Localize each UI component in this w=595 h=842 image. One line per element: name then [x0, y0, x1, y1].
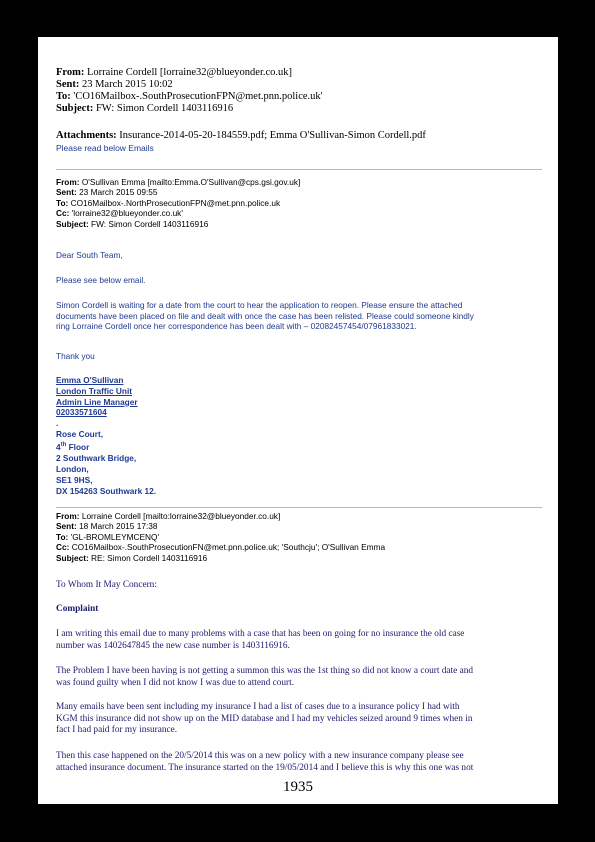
signature-block [56, 375, 544, 429]
to-label: To: [56, 91, 71, 102]
email3-heading: Complaint [56, 604, 99, 614]
sent-label: Sent: [56, 187, 77, 198]
email2-paragraph: Please see below email. [56, 275, 146, 285]
email1-note: Please read below Emails [56, 143, 154, 153]
text-line: fact I had paid for my insurance. [56, 725, 178, 736]
address-block [56, 429, 544, 497]
signature-dot: . [56, 418, 59, 429]
address-line: 2 Southwark Bridge, [56, 452, 137, 463]
email3-paragraph [56, 751, 544, 774]
text-line: Then this case happened on the 20/5/2014 this was on a new policy with a new insurance company please see [56, 751, 464, 761]
email3-paragraph [56, 629, 544, 652]
email2-paragraph [56, 300, 544, 332]
address-line [56, 440, 544, 453]
page-number: 1935 [283, 779, 313, 795]
text-line: was found guilty when I did not know I was due to attend court. [56, 677, 295, 688]
text-line: number was 1402647845 the new case number is 1403116916. [56, 640, 290, 651]
to-value: 'CO16Mailbox-.SouthProsecutionFPN@met.pnn.police.uk' [73, 91, 323, 102]
to-value: 'GL-BROMLEYMCENQ' [70, 531, 160, 542]
floor-number: 4 [56, 441, 61, 452]
to-label: To: [56, 197, 69, 208]
cc-value: 'lorraine32@blueyonder.co.uk' [71, 208, 183, 219]
text-line: documents have been placed on file and dealt with once the case has been relisted. Please could someone kindly [56, 310, 474, 321]
from-label: From: [56, 511, 80, 521]
email2-greeting: Dear South Team, [56, 250, 123, 260]
cc-value: CO16Mailbox-.SouthProsecutionFN@met.pnn.police.uk; 'Southcju'; O'Sullivan Emma [71, 542, 386, 553]
from-value: O'Sullivan Emma [mailto:Emma.O'Sullivan@cps.gsi.gov.uk] [81, 177, 301, 187]
subject-label: Subject: [56, 218, 89, 229]
signature-role-link[interactable]: Admin Line Manager [56, 396, 138, 407]
address-line: London, [56, 463, 89, 474]
address-line: Rose Court, [56, 429, 104, 439]
address-line: DX 154263 Southwark 12. [56, 485, 157, 496]
text-line: I am writing this email due to many problems with a case that has been on going for no insurance the old case [56, 629, 465, 639]
cc-label: Cc: [56, 542, 70, 553]
text-line: Simon Cordell is waiting for a date from the court to hear the application to reopen. Please ensure the attached [56, 300, 463, 310]
signature-unit-link[interactable]: London Traffic Unit [56, 385, 133, 396]
sent-value: 18 March 2015 17:38 [79, 521, 158, 532]
signature-phone-link[interactable]: 02033571604 [56, 407, 107, 418]
subject-value: FW: Simon Cordell 1403116916 [95, 103, 234, 114]
sent-value: 23 March 2015 10:02 [81, 79, 173, 90]
text-line: attached insurance document. The insurance started on the 19/05/2014 and I believe this is why this one was not [56, 762, 474, 773]
from-label: From: [56, 67, 85, 78]
attachments-value: Insurance-2014-05-20-184559.pdf; Emma O'Sullivan-Simon Cordell.pdf [119, 130, 426, 141]
subject-value: FW: Simon Cordell 1403116916 [91, 218, 209, 229]
signature-name-link[interactable]: Emma O'Sullivan [56, 375, 124, 385]
from-label: From: [56, 177, 80, 187]
sent-label: Sent: [56, 521, 77, 532]
email3-paragraph [56, 702, 544, 737]
address-line: SE1 9HS, [56, 474, 93, 485]
floor-suffix: th [60, 442, 67, 448]
to-value: CO16Mailbox-.NorthProsecutionFPN@met.pnn.police.uk [70, 197, 281, 208]
cc-label: Cc: [56, 208, 70, 219]
floor-label: Floor [66, 441, 90, 452]
subject-value: RE: Simon Cordell 1403116916 [91, 552, 208, 563]
from-value: Lorraine Cordell [mailto:lorraine32@blueyonder.co.uk] [81, 511, 281, 521]
text-line: Many emails have been sent including my insurance I had a list of cases due to a insurance policy I had with [56, 702, 460, 712]
email3-header [56, 511, 544, 563]
document-page [38, 37, 558, 804]
sent-value: 23 March 2015 09:55 [79, 187, 158, 198]
sent-label: Sent: [56, 79, 80, 90]
text-line: The Problem I have been having is not getting a summon this was the 1st thing so did not know a court date and [56, 666, 473, 676]
to-label: To: [56, 531, 69, 542]
text-line: KGM this insurance did not show up on the MID database and I had my vehicles seized around 9 times when in [56, 713, 473, 724]
email2-thanks: Thank you [56, 351, 95, 361]
subject-label: Subject: [56, 552, 89, 563]
divider [56, 169, 542, 170]
subject-label: Subject: [56, 103, 94, 114]
attachments-label: Attachments: [56, 130, 117, 141]
email2-header [56, 177, 544, 229]
divider [56, 507, 542, 508]
email1-header [56, 67, 544, 115]
text-line: ring Lorraine Cordell once her correspondence has been dealt with – 02082457454/07961833021. [56, 321, 417, 332]
from-value: Lorraine Cordell [lorraine32@blueyonder.co.uk] [87, 67, 293, 78]
email3-salutation: To Whom It May Concern: [56, 580, 157, 590]
email3-paragraph [56, 666, 544, 689]
email1-attachments [56, 130, 544, 142]
